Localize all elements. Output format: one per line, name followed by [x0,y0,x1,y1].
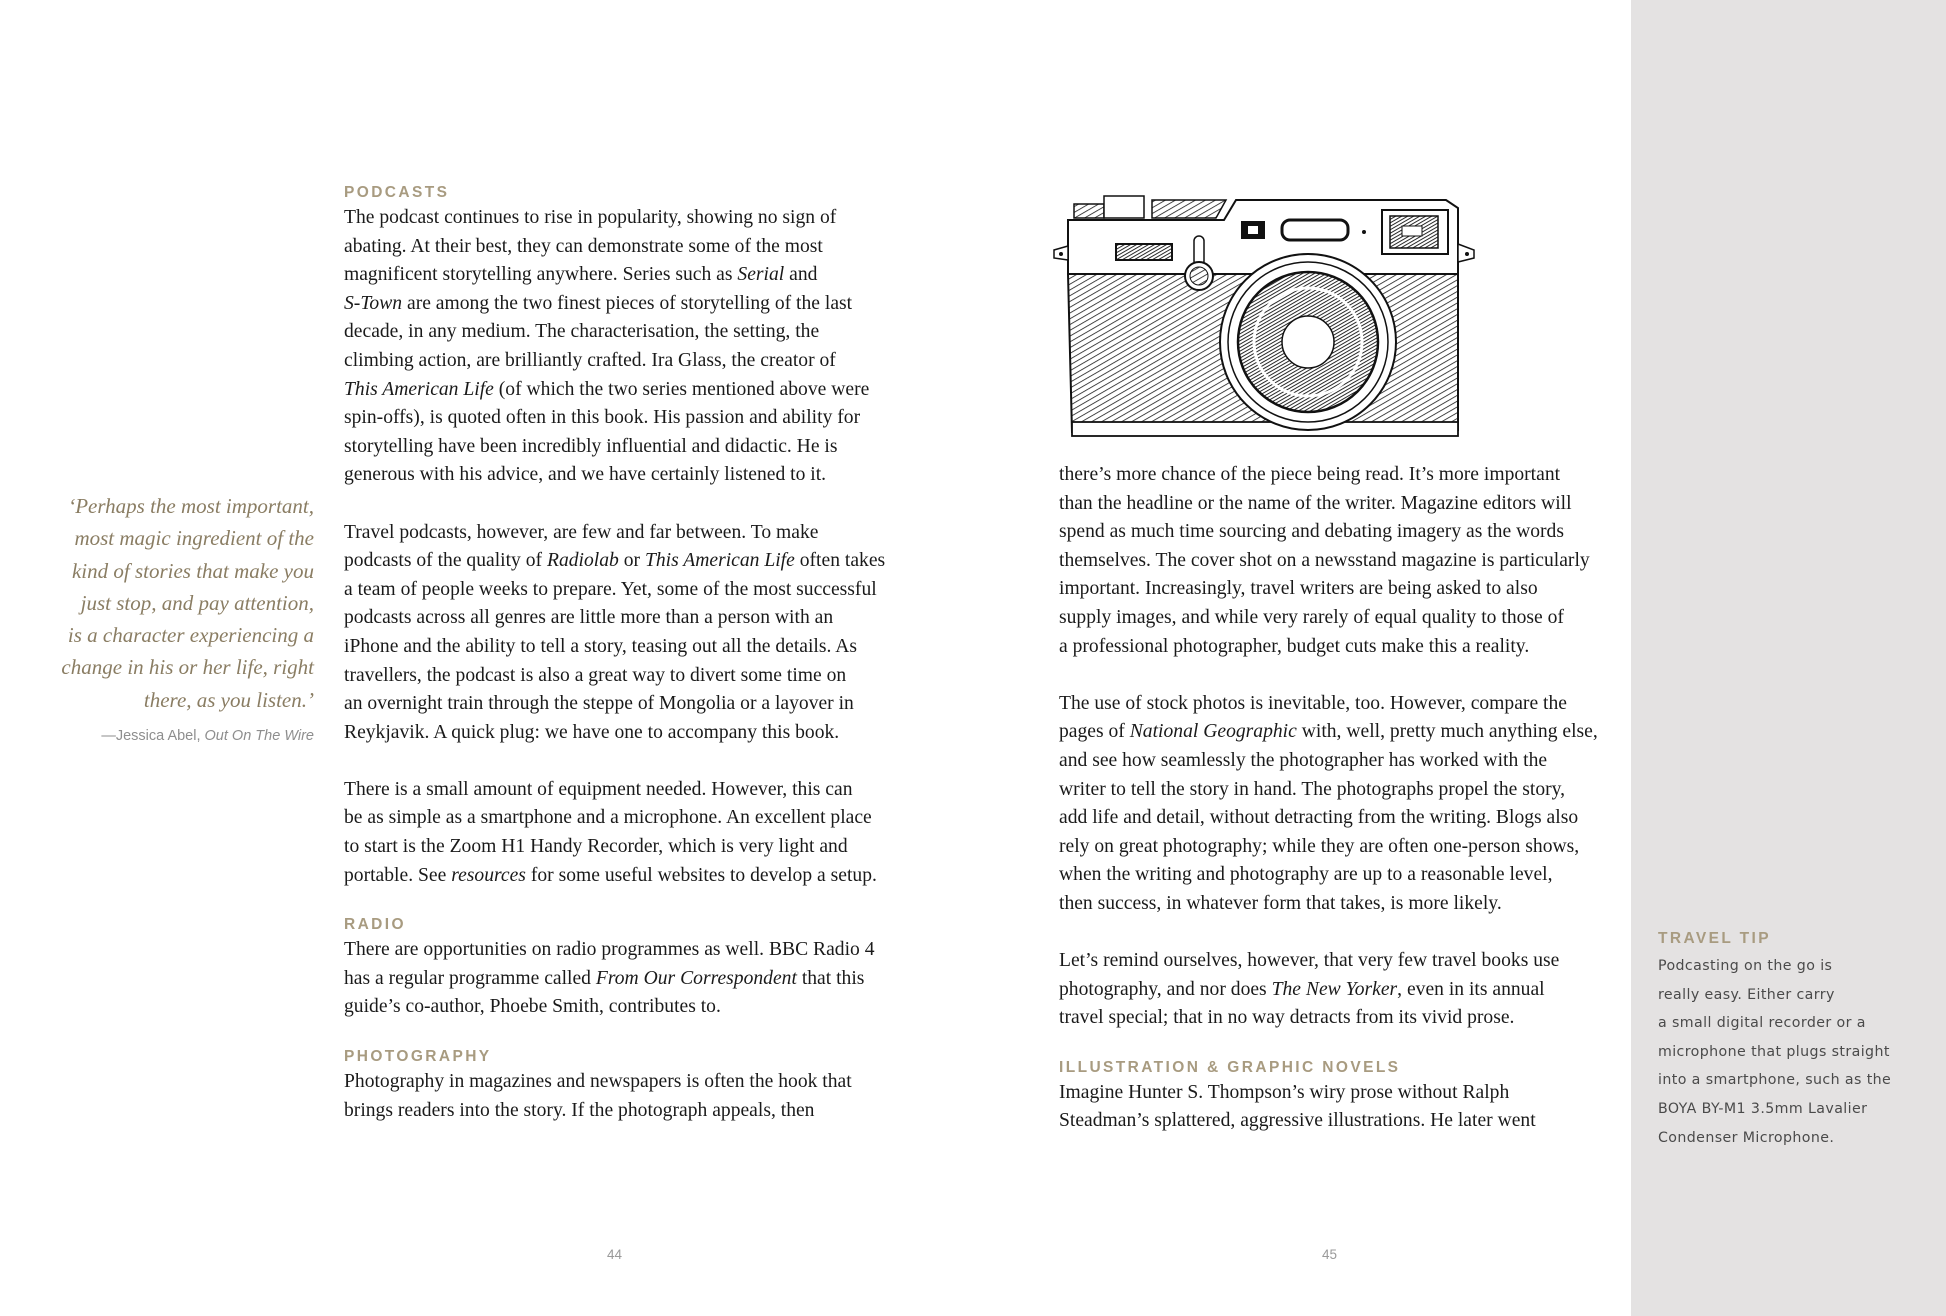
text-line: Travel podcasts, however, are few and far between. To make [344,521,819,543]
travel-tip-line: BOYA BY-M1 3.5mm Lavalier [1658,1100,1868,1117]
text-line: Steadman’s splattered, aggressive illustrations. He later went [1059,1110,1536,1132]
text-line: writer to tell the story in hand. The photographs propel the story, [1059,778,1566,800]
camera-illustration [1046,182,1492,444]
text-line: The use of stock photos is inevitable, too. However, compare the [1059,692,1567,714]
text-line: magnificent storytelling anywhere. Series such as Serial and [344,264,818,286]
text-line: an overnight train through the steppe of Mongolia or a layover in [344,693,854,715]
text-line: There are opportunities on radio programmes as well. BBC Radio 4 [344,939,875,961]
text-line: a team of people weeks to prepare. Yet, some of the most successful [344,578,877,600]
paragraph [344,1068,904,1125]
paragraph [344,776,904,890]
text-line: The podcast continues to rise in popularity, showing no sign of [344,207,837,228]
paragraph [1059,1079,1629,1136]
paragraph [344,204,904,490]
text-line: there’s more chance of the piece being read. It’s more important [1059,464,1561,485]
travel-tip-line: into a smartphone, such as the [1658,1072,1892,1089]
text-line: and see how seamlessly the photographer has worked with the [1059,749,1548,771]
text-line: Reykjavik. A quick plug: we have one to accompany this book. [344,721,840,743]
pull-quote-line: kind of stories that make you [71,558,314,583]
pull-quote-line: there, as you listen.’ [143,687,314,712]
travel-tip-line: Condenser Microphone. [1658,1129,1835,1146]
pull-quote-attribution [30,728,314,744]
text-line: has a regular programme called From Our Correspondent that this [344,967,865,989]
left-page-column [344,182,904,1154]
text-line: a professional photographer, budget cuts make this a reality. [1059,635,1530,657]
text-line: travellers, the podcast is also a great way to divert some time on [344,664,847,686]
paragraph [1059,947,1629,1033]
text-line: climbing action, are brilliantly crafted. Ira Glass, the creator of [344,349,836,371]
text-line: rely on great photography; while they are often one-person shows, [1059,835,1580,857]
text-line: abating. At their best, they can demonstrate some of the most [344,235,823,257]
text-line: add life and detail, without detracting from the writing. Blogs also [1059,807,1579,829]
text-line: supply images, and while very rarely of equal quality to those of [1059,606,1564,628]
text-line: podcasts of the quality of Radiolab or This American Life often takes [344,550,886,572]
text-line: travel special; that in no way detracts from its vivid prose. [1059,1007,1515,1029]
text-line: iPhone and the ability to tell a story, teasing out all the details. As [344,635,857,657]
right-page-column [1059,461,1629,1165]
section-heading-illustration: ILLUSTRATION & GRAPHIC NOVELS [1059,1058,1401,1076]
text-line: photography, and nor does The New Yorker, even in its annual [1059,978,1545,1000]
text-line: There is a small amount of equipment needed. However, this can [344,778,853,800]
text-line: generous with his advice, and we have certainly listened to it. [344,464,827,486]
section-heading-podcasts: PODCASTS [344,184,450,201]
travel-tip-line: really easy. Either carry [1658,986,1835,1003]
text-line: storytelling have been incredibly influential and didactic. He is [344,435,838,457]
paragraph [344,519,904,748]
text-line: Let’s remind ourselves, however, that very few travel books use [1059,950,1560,972]
text-line: brings readers into the story. If the photograph appeals, then [344,1099,815,1121]
page-number-right: 45 [1322,1247,1338,1262]
text-line: guide’s co-author, Phoebe Smith, contributes to. [344,996,721,1018]
pull-quote-line: change in his or her life, right [61,655,314,680]
text-line: portable. See resources for some useful websites to develop a setup. [344,864,877,886]
text-line: then success, in whatever form that takes, is more likely. [1059,892,1502,914]
text-line: This American Life (of which the two series mentioned above were [344,378,870,400]
travel-tip-line: a small digital recorder or a [1658,1015,1866,1032]
text-line: S-Town are among the two finest pieces of storytelling of the last [344,292,853,314]
text-line: than the headline or the name of the writer. Magazine editors will [1059,492,1572,514]
text-line: when the writing and photography are up to a reasonable level, [1059,864,1553,886]
paragraph [344,936,904,1022]
travel-tip-body [1658,952,1928,1152]
text-line: to start is the Zoom H1 Handy Recorder, which is very light and [344,836,848,858]
text-line: decade, in any medium. The characterisation, the setting, the [344,321,820,343]
text-line: Photography in magazines and newspapers is often the hook that [344,1071,852,1093]
text-line: Imagine Hunter S. Thompson’s wiry prose without Ralph [1059,1081,1510,1103]
attribution-work: Out On The Wire [204,728,314,744]
pull-quote-line: is a character experiencing a [67,623,314,648]
text-line: pages of National Geographic with, well, pretty much anything else, [1059,721,1598,743]
travel-tip-line: microphone that plugs straight [1658,1043,1890,1060]
travel-tip-line: Podcasting on the go is [1658,958,1833,974]
text-line: podcasts across all genres are little more than a person with an [344,607,834,629]
text-line: important. Increasingly, travel writers are being asked to also [1059,578,1538,600]
page-number-left: 44 [607,1247,623,1262]
travel-tip-box [1658,926,1928,1152]
travel-tip-heading: TRAVEL TIP [1658,930,1771,947]
section-heading-radio: RADIO [344,916,406,934]
pull-quote-line: most magic ingredient of the [74,526,314,551]
text-line: be as simple as a smartphone and a microphone. An excellent place [344,807,872,829]
pull-quote [30,490,314,716]
section-heading-photography: PHOTOGRAPHY [344,1048,492,1066]
text-line: spend as much time sourcing and debating imagery as the words [1059,521,1564,543]
paragraph [1059,461,1629,661]
text-line: themselves. The cover shot on a newsstand magazine is particularly [1059,549,1590,571]
pull-quote-line: ‘Perhaps the most important, [68,494,314,518]
text-line: spin-offs), is quoted often in this book. His passion and ability for [344,407,861,429]
paragraph [1059,690,1629,919]
attribution-author: —Jessica Abel, [101,728,205,744]
pull-quote-line: just stop, and pay attention, [80,590,314,615]
